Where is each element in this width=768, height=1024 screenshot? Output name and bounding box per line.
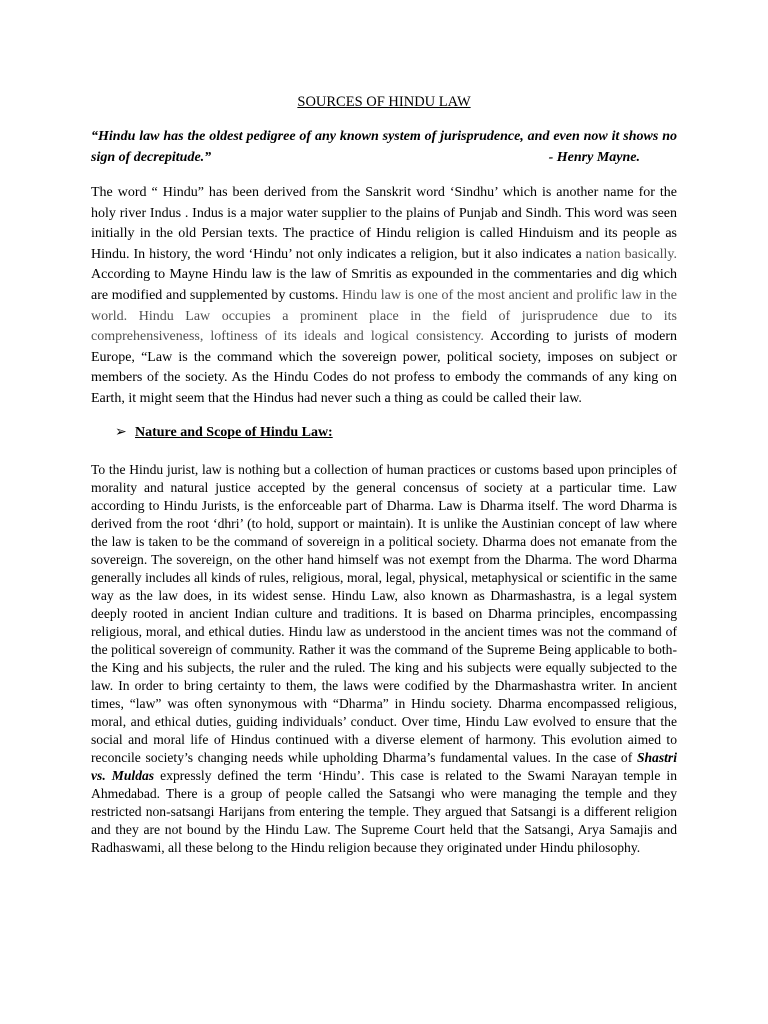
section-heading-text: Nature and Scope of Hindu Law: [135, 424, 333, 440]
body-text-1: To the Hindu jurist, law is nothing but a collection of human practices or customs based upon principles of morality and natural justice accepted by the general concensus of society at a particular time. Law according to Hindu Jurists, is the enforceable part of Dharma. Law is Dharma itself. The word Dharma is derived from the root ‘dhri’ (to hold, support or maintain). It is unlike the Austinian concept of law where the law is taken to be the command of sovereign in a political society. Dharma does not emanate from the sovereign. The sovereign, on the other hand himself was not exempt from the Dharma. The word Dharma generally includes all kinds of rules, religious, moral, legal, physical, metaphysical or scientific in the same way as the law does, in its widest sense. Hindu Law, also known as Dharmashastra, is a legal system deeply rooted in ancient Indian culture and traditions. It is based on Dharma principles, encompassing religious, moral, and ethical duties. Hindu law as understood in the ancient times was not the command of the political sovereign of community. Rather it was the command of the Supreme Being applicable to both- the King and his subjects, the ruler and the ruled. The king and his subjects were equally subjected to the law. In order to bring certainty to them, the laws were codified by the Dharmashastra writer. In ancient times, “law” was often synonymous with “Dharma” in Hindu society. Dharma encompassed religious, moral, and ethical duties, guiding individuals’ conduct. Over time, Hindu Law evolved to ensure that the social and moral life of Hindus continued with a diverse element of harmony. This evolution aimed to reconcile society’s changing needs while upholding Dharma’s fundamental values. In the case of [91, 461, 677, 765]
intro-text-1: The word “ Hindu” has been derived from the Sanskrit word ‘Sindhu’ which is another name for the holy river Indus . Indus is a major water supplier to the plains of Punjab and Sindh. This word was seen initially in the old Persian texts. The practice of Hindu religion is called Hinduism and its people as Hindu. In history, the word ‘Hindu’ not only indicates a religion, but it also indicates a [91, 185, 677, 262]
intro-text-grey-1: nation basically. [585, 246, 678, 262]
body-paragraph [91, 461, 677, 857]
body-text-2: expressly defined the term ‘Hindu’. This case is related to the Swami Narayan temple in Ahmedabad. There is a group of people called the Satsangi who were managing the temple and they restricted non-satsangi Harijans from entering the temple. They argued that Satsangi is a different religion and they are not bound by the Hindu Law. The Supreme Court held that the Satsangi, Arya Samajis and Radhaswami, all these belong to the Hindu religion because they originated under Hindu philosophy. [91, 767, 677, 855]
intro-text-2: According to Mayne Hindu law is the law of Smritis as expounded in the commentaries and dig which are modified and supplemented by customs. [91, 267, 677, 303]
document-title: SOURCES OF HINDU LAW [297, 94, 471, 110]
intro-paragraph [91, 183, 677, 410]
document-page [91, 92, 677, 857]
arrow-bullet-icon: ➢ [115, 424, 127, 440]
section-heading [91, 423, 677, 443]
intro-text-grey-2: Hindu law is one of the most ancient and prolific law in the world. Hindu Law occupies a prominent place in the field of jurisprudence due to its comprehensiveness, loftiness of its ideals and logical consistency. [91, 287, 677, 345]
intro-text-3: According to jurists of modern Europe, “Law is the command which the sovereign power, political society, imposes on subject or members of the society. As the Hindu Codes do not profess to embody the commands of any king on Earth, it might seem that the Hindus had never such a thing as could be called their law. [91, 329, 677, 406]
quote-text: “Hindu law has the oldest pedigree of any known system of jurisprudence, and even now it shows no sign of decrepitude.” [91, 129, 677, 165]
case-name: Shastri vs. Muldas [91, 749, 677, 783]
opening-quote [91, 126, 677, 168]
quote-author: - Henry Mayne. [548, 150, 640, 165]
